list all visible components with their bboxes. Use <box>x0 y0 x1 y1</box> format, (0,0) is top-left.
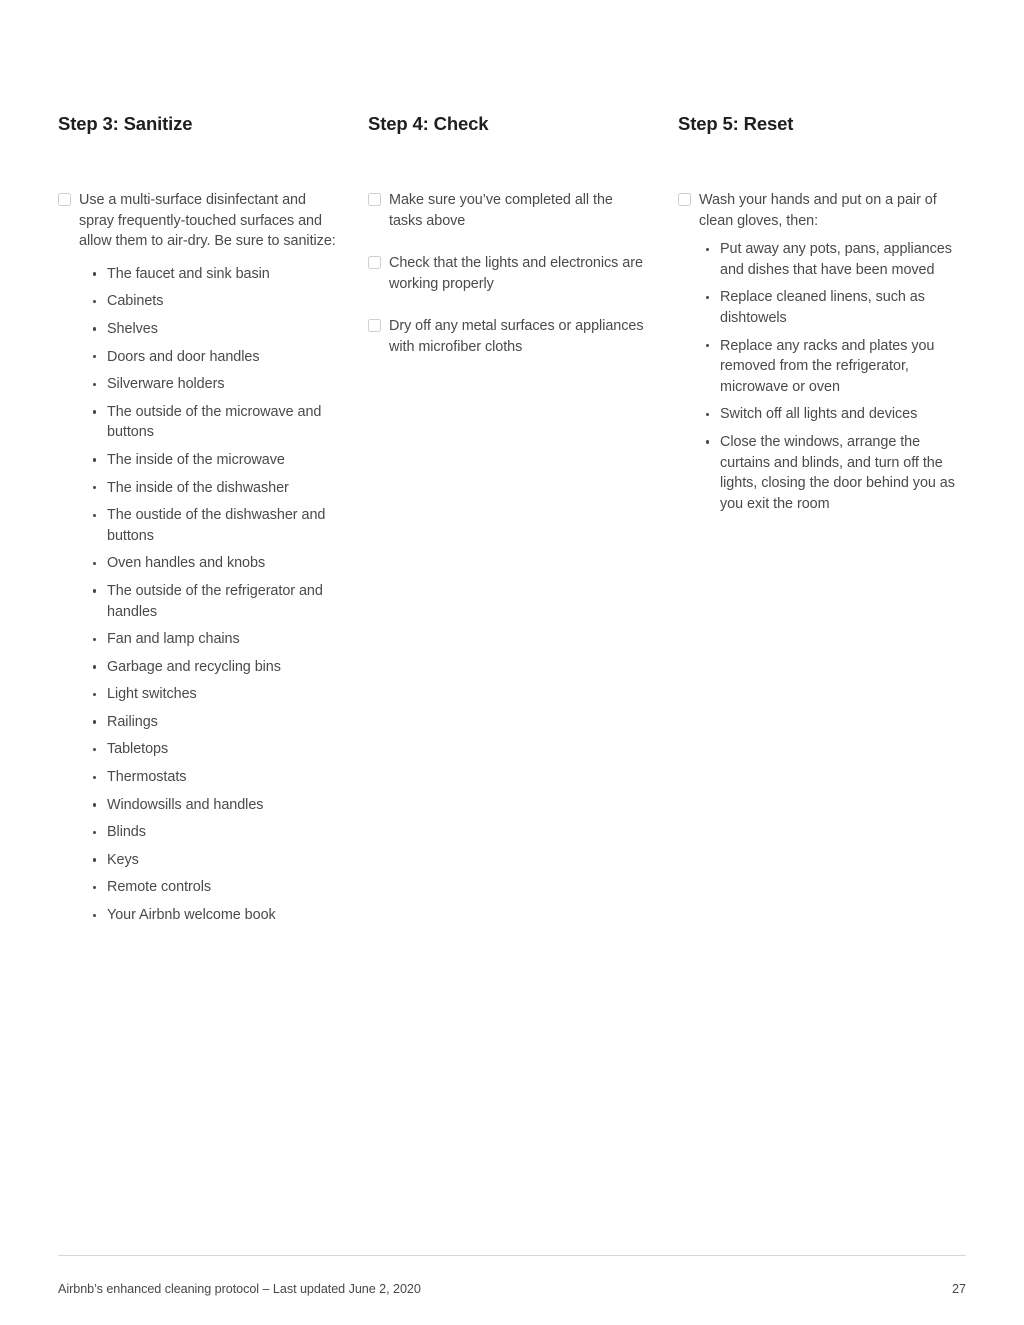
list-item-label: Put away any pots, pans, appliances and dishes that have been moved <box>720 241 952 278</box>
list-item <box>90 347 340 368</box>
list-item-label: Replace any racks and plates you removed from the refrigerator, microwave or oven <box>720 337 935 395</box>
list-item-label: Light switches <box>107 686 197 703</box>
column-step-5 <box>678 112 960 542</box>
list-item-label: Close the windows, arrange the curtains and blinds, and turn off the lights, closing the door behind you as you exit the room <box>720 433 955 512</box>
list-item-label: The outside of the microwave and buttons <box>107 403 322 441</box>
list-item <box>90 877 340 898</box>
column-title-step-4: Step 4: Check <box>368 113 489 134</box>
checkbox-icon[interactable] <box>678 193 691 206</box>
task-item[interactable] <box>368 253 650 294</box>
list-item <box>90 450 340 471</box>
bullet-dot-icon <box>93 562 96 565</box>
list-item-label: The faucet and sink basin <box>107 265 270 282</box>
bullet-dot-icon <box>93 589 96 592</box>
list-item-label: Switch off all lights and devices <box>720 406 918 423</box>
list-item <box>90 905 340 926</box>
list-item-label: Windowsills and handles <box>107 796 264 813</box>
list-item <box>703 239 960 280</box>
list-item <box>90 264 340 285</box>
list-item <box>90 291 340 312</box>
task-body <box>389 190 650 231</box>
bullet-dot-icon <box>93 486 96 489</box>
bullet-dot-icon <box>93 300 96 303</box>
column-step-4 <box>368 112 650 380</box>
list-item <box>90 629 340 650</box>
list-item-label: Doors and door handles <box>107 348 260 365</box>
list-item-label: The inside of the dishwasher <box>107 479 289 496</box>
bullet-dot-icon <box>706 413 709 416</box>
bullet-dot-icon <box>93 886 96 889</box>
task-label: Dry off any metal surfaces or appliances with microfiber cloths <box>389 318 644 355</box>
bullet-dot-icon <box>706 248 709 251</box>
task-body <box>699 190 960 521</box>
list-item-label: Blinds <box>107 824 146 841</box>
bullet-dot-icon <box>93 383 96 386</box>
bullet-dot-icon <box>706 296 709 299</box>
bullet-dot-icon <box>93 831 96 834</box>
bullet-dot-icon <box>93 858 96 861</box>
column-step-3 <box>58 112 340 954</box>
bullet-dot-icon <box>93 776 96 779</box>
bullet-dot-icon <box>93 458 96 461</box>
bullet-dot-icon <box>93 514 96 517</box>
list-item <box>90 478 340 499</box>
task-body <box>389 253 650 294</box>
bullet-dot-icon <box>93 914 96 917</box>
list-item <box>90 505 340 546</box>
list-item <box>90 553 340 574</box>
checkbox-icon[interactable] <box>58 193 71 206</box>
list-item <box>90 657 340 678</box>
checkbox-icon[interactable] <box>368 256 381 269</box>
bullet-dot-icon <box>93 638 96 641</box>
list-item-label: Cabinets <box>107 293 164 310</box>
bullet-dot-icon <box>93 272 96 275</box>
task-label: Wash your hands and put on a pair of clean gloves, then: <box>699 192 937 229</box>
column-title-step-5: Step 5: Reset <box>678 113 794 134</box>
list-item-label: Oven handles and knobs <box>107 555 266 572</box>
list-item <box>90 374 340 395</box>
column-title-step-3: Step 3: Sanitize <box>58 113 193 134</box>
bullet-dot-icon <box>93 803 96 806</box>
list-item <box>90 795 340 816</box>
list-item-label: Your Airbnb welcome book <box>107 907 276 924</box>
task-body <box>79 190 340 933</box>
checklist-columns <box>58 112 966 954</box>
bullet-dot-icon <box>93 693 96 696</box>
bullet-dot-icon <box>706 440 709 443</box>
list-item <box>90 581 340 622</box>
task-bullet-list <box>703 239 960 514</box>
list-item-label: Thermostats <box>107 769 187 786</box>
list-item <box>90 822 340 843</box>
bullet-dot-icon <box>93 665 96 668</box>
list-item <box>90 850 340 871</box>
footer-page-number: 27 <box>951 1282 966 1296</box>
bullet-dot-icon <box>93 355 96 358</box>
checkbox-icon[interactable] <box>368 193 381 206</box>
list-item-label: Fan and lamp chains <box>107 631 240 648</box>
list-item-label: The inside of the microwave <box>107 451 285 468</box>
task-label: Use a multi-surface disinfectant and spray frequently-touched surfaces and allow them to air-dry. Be sure to sanitize: <box>79 192 336 250</box>
task-label: Make sure you’ve completed all the tasks above <box>389 192 613 229</box>
list-item <box>703 287 960 328</box>
task-label: Check that the lights and electronics are working properly <box>389 255 643 292</box>
list-item-label: Silverware holders <box>107 376 225 393</box>
list-item <box>90 684 340 705</box>
checkbox-icon[interactable] <box>368 319 381 332</box>
task-item[interactable] <box>678 190 960 521</box>
list-item <box>90 712 340 733</box>
task-bullet-list <box>90 264 340 926</box>
task-item[interactable] <box>58 190 340 933</box>
list-item-label: Garbage and recycling bins <box>107 658 281 675</box>
footer-divider <box>58 1255 966 1256</box>
task-body <box>389 316 650 357</box>
page-footer <box>58 1281 966 1297</box>
bullet-dot-icon <box>93 720 96 723</box>
list-item <box>90 739 340 760</box>
task-item[interactable] <box>368 316 650 357</box>
list-item <box>703 432 960 514</box>
footer-caption: Airbnb’s enhanced cleaning protocol – Last updated June 2, 2020 <box>58 1282 421 1296</box>
list-item <box>90 767 340 788</box>
list-item-label: The oustide of the dishwasher and buttons <box>107 507 326 544</box>
bullet-dot-icon <box>93 410 96 413</box>
list-item-label: Railings <box>107 713 158 730</box>
task-item[interactable] <box>368 190 650 231</box>
list-item <box>703 336 960 398</box>
bullet-dot-icon <box>706 344 709 347</box>
list-item <box>703 404 960 425</box>
bullet-dot-icon <box>93 748 96 751</box>
list-item-label: The outside of the refrigerator and handles <box>107 582 323 620</box>
list-item-label: Remote controls <box>107 879 212 896</box>
list-item-label: Keys <box>107 851 139 868</box>
list-item-label: Tabletops <box>107 741 169 758</box>
list-item <box>90 402 340 443</box>
bullet-dot-icon <box>93 327 96 330</box>
list-item <box>90 319 340 340</box>
list-item-label: Replace cleaned linens, such as dishtowels <box>720 289 925 326</box>
list-item-label: Shelves <box>107 320 158 337</box>
